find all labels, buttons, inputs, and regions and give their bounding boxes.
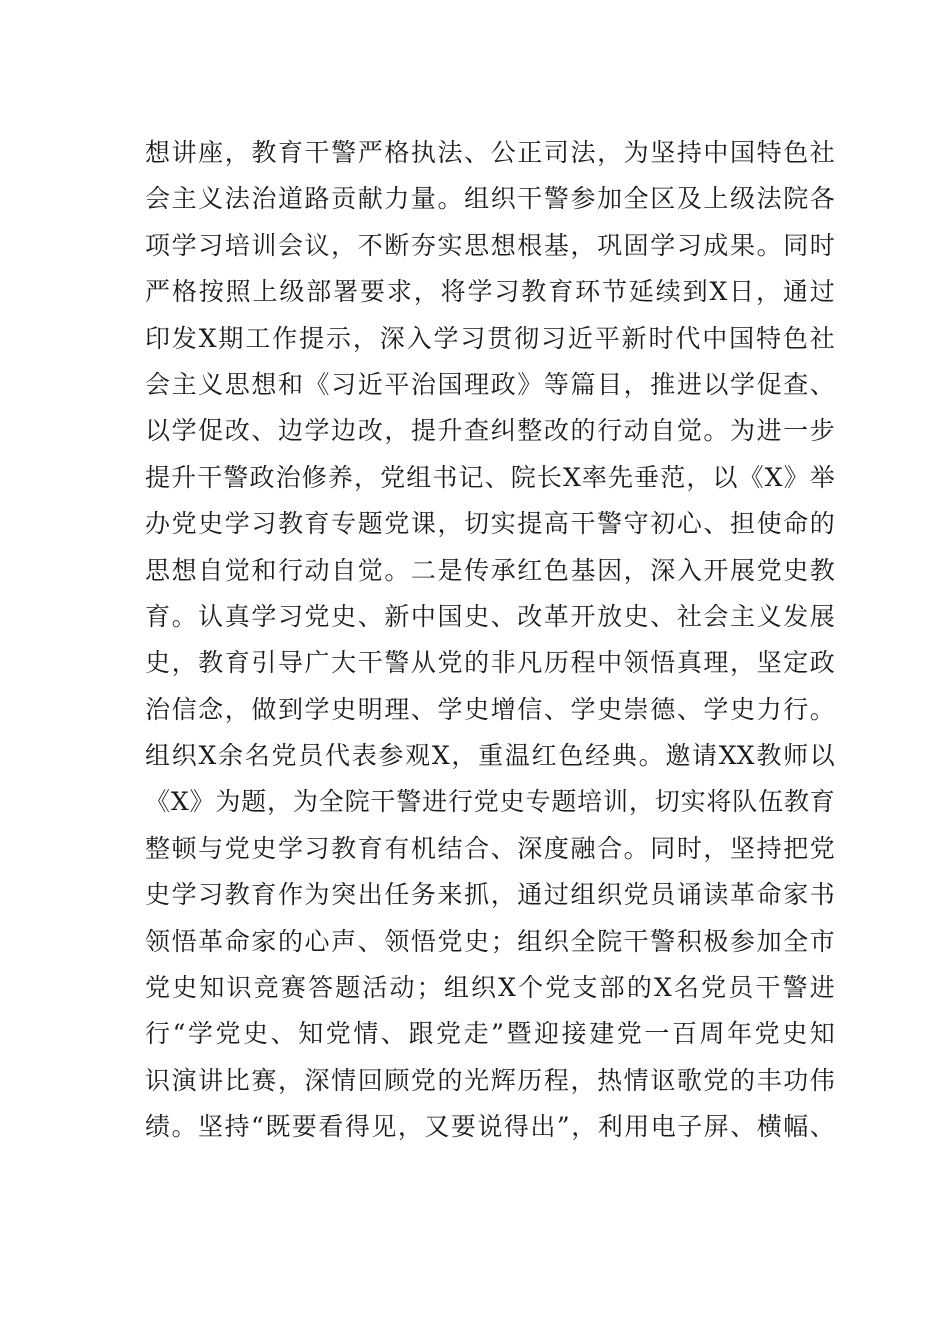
text-line: 提升干警政治修养，党组书记、院长X率先垂范，以《X》举	[145, 462, 835, 492]
text-line: 史学习教育作为突出任务来抓，通过组织党员诵读革命家书	[145, 880, 835, 910]
text-line: 严格按照上级部署要求，将学习教育环节延续到X日，通过	[145, 277, 835, 307]
text-line: 会主义思想和《习近平治国理政》等篇目，推进以学促查、	[145, 369, 835, 399]
text-line: 识演讲比赛，深情回顾党的光辉历程，热情讴歌党的丰功伟	[145, 1065, 835, 1095]
text-line: 领悟革命家的心声、领悟党史；组织全院干警积极参加全市	[145, 926, 835, 956]
text-line: 整顿与党史学习教育有机结合、深度融合。同时，坚持把党	[145, 833, 835, 863]
text-line: 《X》为题，为全院干警进行党史专题培训，切实将队伍教育	[145, 787, 835, 817]
text-line: 办党史学习教育专题党课，切实提高干警守初心、担使命的	[145, 509, 835, 539]
text-line: 组织X余名党员代表参观X，重温红色经典。邀请XX教师以	[145, 741, 835, 771]
text-line: 党史知识竞赛答题活动；组织X个党支部的X名党员干警进	[145, 973, 835, 1003]
text-line: 会主义法治道路贡献力量。组织干警参加全区及上级法院各	[145, 184, 835, 214]
text-line: 行“学党史、知党情、跟党走”暨迎接建党一百周年党史知	[145, 1019, 835, 1049]
text-line: 印发X期工作提示，深入学习贯彻习近平新时代中国特色社	[145, 323, 835, 353]
body-text	[145, 130, 835, 1151]
text-line: 治信念，做到学史明理、学史增信、学史崇德、学史力行。	[145, 694, 835, 724]
text-line: 史，教育引导广大干警从党的非凡历程中领悟真理，坚定政	[145, 648, 835, 678]
text-line: 思想自觉和行动自觉。二是传承红色基因，深入开展党史教	[145, 555, 835, 585]
text-line: 项学习培训会议，不断夯实思想根基，巩固学习成果。同时	[145, 230, 835, 260]
text-line: 想讲座，教育干警严格执法、公正司法，为坚持中国特色社	[145, 138, 835, 167]
text-line: 育。认真学习党史、新中国史、改革开放史、社会主义发展	[145, 601, 835, 631]
text-line: 绩。坚持“既要看得见，又要说得出”，利用电子屏、横幅、	[145, 1112, 835, 1142]
text-line: 以学促改、边学边改，提升查纠整改的行动自觉。为进一步	[145, 416, 835, 446]
